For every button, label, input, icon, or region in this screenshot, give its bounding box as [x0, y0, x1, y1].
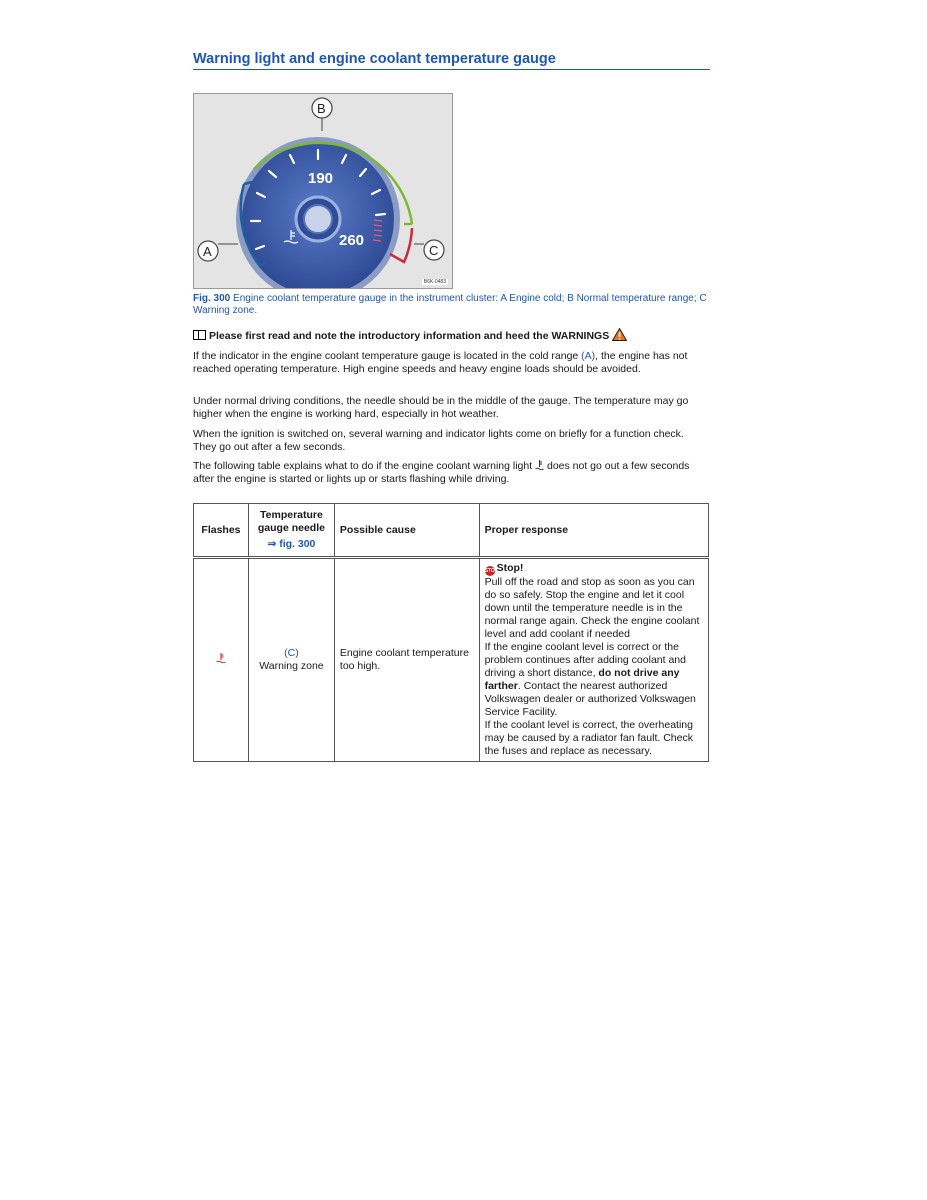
figure-code: B6K-0483: [423, 279, 446, 285]
callout-c-label: C: [429, 243, 439, 258]
gauge-label-260: 260: [339, 232, 365, 249]
warning-triangle-icon: [612, 328, 627, 341]
table-header-row: [194, 504, 709, 558]
gauge-label-190: 190: [308, 170, 334, 187]
paragraph-text: If the indicator in the engine coolant temperature gauge is located in the cold range: [193, 350, 582, 362]
intro-heading: [193, 327, 710, 345]
caption-text: Engine coolant temperature gauge in the instrument cluster: A Engine cold; B Normal temperature range; C Warning zone.: [193, 293, 707, 316]
response-text: If the engine coolant level is correct or the problem continues after adding coolant and driving a short distance,: [484, 641, 686, 679]
coolant-temperature-icon: [535, 460, 544, 470]
fig-ref-link[interactable]: ⇒ fig. 300: [267, 538, 316, 550]
callout-a-label: A: [203, 244, 212, 259]
header-response: Proper response: [479, 504, 708, 558]
ref-a: (A): [581, 350, 596, 362]
ref-c: (C): [284, 647, 299, 659]
needle-zone: Warning zone: [259, 660, 324, 672]
response-step-3: If the coolant level is correct, the overheating may be caused by a radiator fan fault. Check the fuses and replace as necessary.: [484, 719, 693, 757]
coolant-temperature-icon: [216, 653, 226, 663]
header-needle-text: Temperature gauge needle: [257, 509, 325, 534]
paragraph-text: , the engine has not reached operating temperature. High engine speeds and heavy engine loads should be avoided.: [193, 350, 688, 375]
header-cause: Possible cause: [334, 504, 479, 558]
caption-label: Fig. 300: [193, 293, 231, 304]
cell-flashes: [194, 558, 249, 762]
page-title: Warning light and engine coolant temperature gauge: [193, 51, 710, 70]
paragraph-table-intro: [193, 460, 693, 486]
intro-heading-text: Please first read and note the introductory information and heed the WARNINGS: [209, 330, 610, 342]
paragraph-normal: Under normal driving conditions, the needle should be in the middle of the gauge. The temperature may go higher when the engine is working hard, especially in hot weather.: [193, 395, 689, 420]
table-row: [194, 558, 709, 762]
figure-caption: [193, 293, 710, 317]
stop-heading: [485, 562, 703, 576]
needle-hub: [304, 205, 332, 233]
gauge-figure: [193, 93, 453, 289]
paragraph-text: The following table explains what to do if the engine coolant warning light: [193, 460, 536, 472]
paragraph-text: does not go out a few seconds after the engine is started or lights up or starts flashing while driving.: [193, 460, 690, 485]
cell-needle: [248, 558, 334, 762]
book-icon: [193, 330, 206, 340]
callout-b-label: B: [317, 101, 326, 116]
response-step-2: [485, 641, 703, 719]
header-needle: [248, 504, 334, 558]
response-text: . Contact the nearest authorized Volkswagen dealer or authorized Volkswagen Service Facility.: [484, 680, 696, 718]
stop-label: Stop!: [496, 562, 524, 574]
response-emphasis: do not drive any farther: [484, 667, 680, 692]
response-step-1: Pull off the road and stop as soon as you can do so safely. Stop the engine and let it cool down until the temperature needle is in the normal range again. Check the engine coolant level and add coolant if needed: [484, 576, 700, 640]
stop-icon: STOP: [484, 568, 499, 574]
cell-cause: Engine coolant temperature too high.: [334, 558, 479, 762]
paragraph-cold-range: [193, 350, 693, 376]
paragraph-ignition: When the ignition is switched on, several warning and indicator lights come on briefly for a function check. They go out after a few seconds.: [193, 428, 684, 453]
header-flashes: Flashes: [194, 504, 249, 558]
cell-response: [479, 558, 708, 762]
warning-table: [193, 503, 709, 762]
coolant-gauge-illustration: [194, 94, 452, 288]
